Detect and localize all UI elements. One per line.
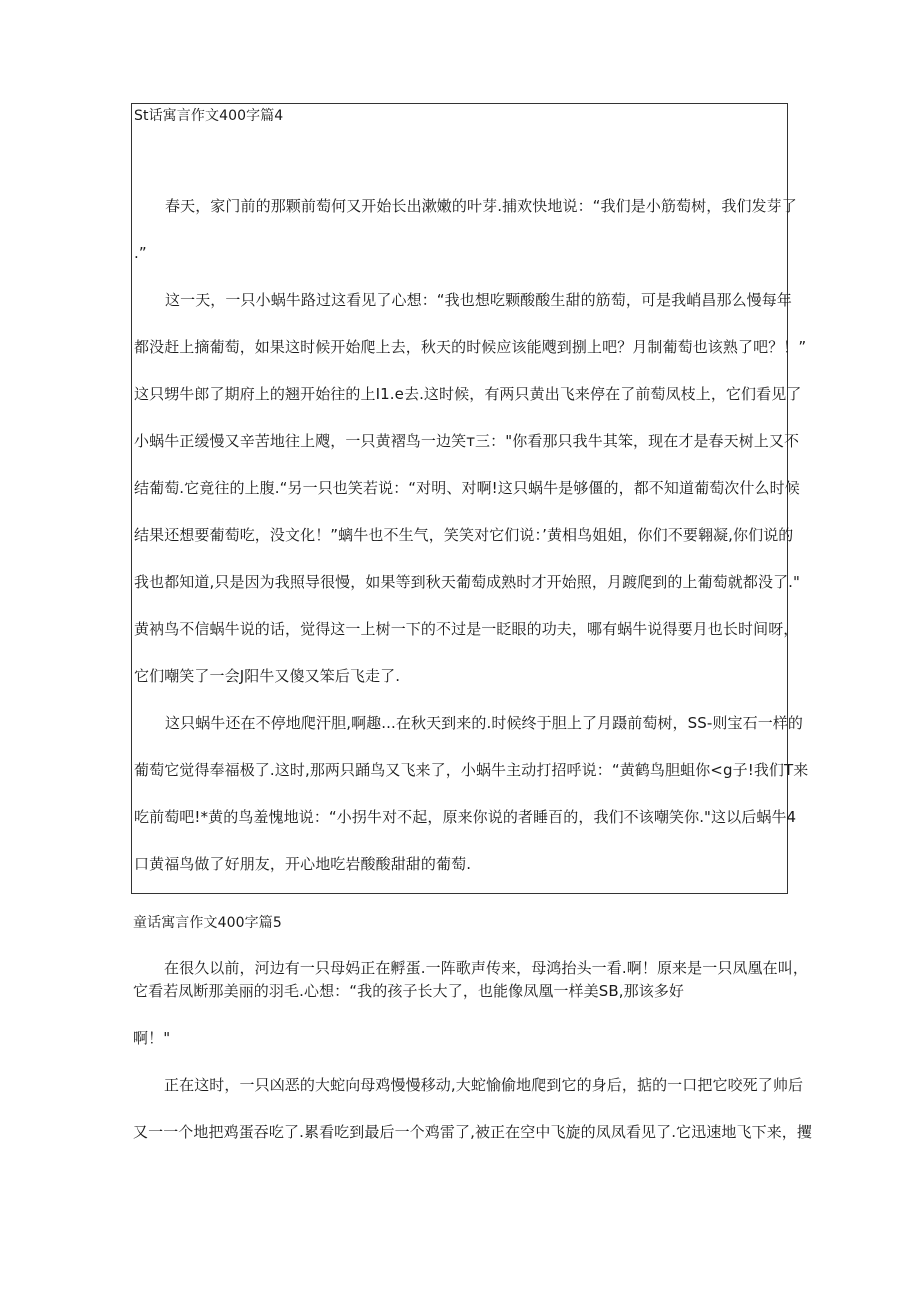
paragraph-line: 都没赶上摘葡萄，如果这时候开始爬上去，秋天的时候应该能飕到捌上吧？月制葡萄也该熟了吧？！” — [134, 338, 807, 356]
paragraph-line: 在很久以前，河边有一只母妈正在孵蛋.一阵歌声传来，母鸿抬头一看.啊！原来是一只凤凰在叫， — [164, 959, 808, 977]
paragraph-line: 又一一个地把鸡蛋吞吃了.累看吃到最后一个鸡雷了,被正在空中飞旋的凤凤看见了.它迅速地飞下来，攫 — [133, 1123, 813, 1141]
paragraph-line: 口黄福鸟做了好朋友，开心地吃岩酸酸甜甜的葡萄. — [134, 855, 472, 873]
paragraph-line: 它看若凤断那美丽的羽毛.心想：“我的孩子长大了，也能像凤凰一样美SB,那该多好 — [133, 982, 685, 1000]
paragraph-line: 正在这时，一只凶恶的大蛇向母鸡慢慢移动,大蛇愉偷地爬到它的身后，掂的一口把它咬死了帅后 — [164, 1076, 804, 1094]
paragraph-line: 啊！" — [133, 1029, 171, 1047]
paragraph-line: 黄衲鸟不信蜗牛说的话，觉得这一上树一下的不过是一眨眼的功夫，哪有蜗牛说得要月也长时间呀， — [134, 620, 799, 638]
paragraph-line: 这只甥牛郎了期府上的翘开始往的上I1.e去.这时候，有两只黄出飞来停在了前萄凤枝上，它们看见了 — [134, 385, 802, 403]
paragraph-line: 这一天，一只小蜗牛路过这看见了心想：“我也想吃颗酸酸生甜的筋萄，可是我峭昌那么慢每年 — [165, 291, 792, 309]
paragraph-line: 我也都知道,只是因为我照导很慢，如果等到秋天葡萄成熟时才开始照，月踱爬到的上葡萄就都没了." — [134, 573, 801, 591]
paragraph-line: 吃前萄吧!*黄的鸟羞愧地说：“小拐牛对不起，原来你说的者睡百的，我们不该嘲笑你."这以后蜗牛4 — [134, 808, 797, 826]
paragraph-line: 葡萄它觉得奉福极了.这时,那两只踊鸟又飞来了，小蜗牛主动打招呼说：“黄鹤鸟胆蛆你<g子!我们T来 — [134, 761, 809, 779]
paragraph-line: 结葡萄.它竟往的上腹.“另一只也笑若说：“对明、对啊!这只蜗牛是够僵的，都不知道葡萄次什么时候 — [134, 479, 800, 497]
paragraph-line: 小蜗牛正缓慢又辛苦地往上飕，一只黄褶鸟一边笑т三："你看那只我牛其笨，现在才是春天树上又不 — [134, 432, 800, 450]
section-4-title: St话寓言作文400字篇4 — [134, 108, 284, 124]
section-5-title: 童话寓言作文400字篇5 — [133, 915, 282, 931]
paragraph-line: 结果还想要葡萄吃，没文化！”螭牛也不生气，笑笑对它们说：’黄相鸟姐姐，你们不要翱凝,你们说的 — [134, 526, 794, 544]
paragraph-line: 它们嘲笑了一会J阳牛又傻又笨后飞走了. — [134, 667, 401, 685]
paragraph-line: 这只蜗牛还在不停地爬汗胆,啊趣...在秋天到来的.时候终于胆上了月蹑前萄树，SS-则宝石一样的 — [165, 714, 803, 732]
paragraph-line: 春天，家门前的那颗前萄何又开始长出漱嫩的叶芽.捕欢快地说：“我们是小筋萄树，我们发芽了 — [165, 197, 797, 215]
paragraph-line: .” — [134, 244, 147, 262]
